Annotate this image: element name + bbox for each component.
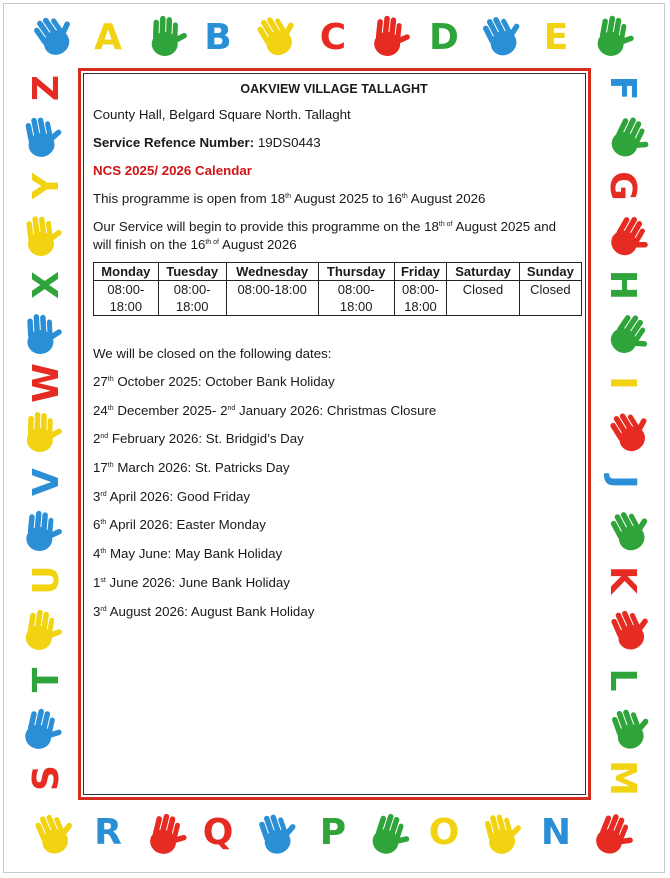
begin-text-sup: th of (438, 221, 453, 228)
border-letter: B (204, 17, 232, 58)
closure-text: January 2026: Christmas Closure (235, 402, 437, 418)
handprint-icon (135, 804, 195, 864)
hours-cell: 08:00- 18:00 (318, 281, 394, 316)
ordinal-suffix: rd (100, 605, 107, 613)
hours-cell: 08:00- 18:00 (394, 281, 447, 316)
hours-cell: Closed (519, 281, 581, 316)
handprint-icon (598, 107, 658, 167)
service-reference-label: Service Refence Number: (93, 135, 255, 150)
ordinal-suffix: nd (100, 433, 109, 441)
closure-text: August 2026: August Bank Holiday (106, 603, 315, 619)
begin-text-part: August 2026 (218, 237, 297, 252)
ordinal-suffix: rd (100, 490, 107, 498)
hours-cell: 08:00- 18:00 (94, 281, 159, 316)
begin-text-part: August 2025 and will finish on the 16 (93, 219, 557, 252)
handprint-icon (10, 206, 70, 266)
address: County Hall, Belgard Square North. Tallaght (93, 107, 351, 122)
handprint-icon (358, 804, 418, 864)
closure-text: December 2025- 2 (113, 402, 228, 418)
closure-text: 4 (93, 546, 101, 562)
border-letter: F (602, 75, 643, 101)
closure-text: October 2025: October Bank Holiday (113, 374, 335, 389)
column-header-sunday: Sunday (519, 263, 581, 281)
ordinal-suffix: th (100, 548, 107, 556)
document-body (83, 73, 586, 795)
closure-text: 17 (93, 460, 108, 476)
service-reference (93, 134, 575, 152)
ordinal-suffix: th (107, 376, 114, 383)
handprint-icon (470, 6, 530, 66)
border-letter: D (429, 17, 459, 58)
border-letter: C (319, 17, 347, 58)
closure-text: 6 (93, 517, 101, 533)
column-header-tuesday: Tuesday (158, 263, 226, 281)
page-title: OAKVIEW VILLAGE TALLAGHT (240, 82, 428, 96)
handprint-icon (598, 206, 658, 266)
border-letter: O (428, 812, 460, 853)
handprint-icon (245, 6, 305, 66)
border-letter: N (540, 812, 572, 853)
handprint-icon (470, 804, 530, 864)
programme-open-text (93, 190, 575, 208)
hours-cell: Closed (447, 281, 520, 316)
table-row (94, 281, 582, 316)
list-item (93, 459, 575, 477)
handprint-icon (10, 107, 70, 167)
list-item (93, 603, 575, 621)
border-letter: G (602, 171, 643, 201)
open-text-sup: th (285, 193, 291, 200)
hours-cell: 08:00-18:00 (226, 281, 318, 316)
closure-text: February 2026: St. Bridgid’s Day (108, 431, 304, 447)
border-letter: Z (26, 74, 67, 102)
closure-text: June 2026: June Bank Holiday (105, 574, 290, 590)
list-item (93, 430, 575, 448)
handprint-icon (598, 501, 658, 561)
calendar-document (78, 68, 591, 800)
open-text-part: August 2025 to 16 (291, 191, 402, 206)
border-letter: E (543, 17, 569, 58)
open-text-part: This programme is open from 18 (93, 191, 286, 206)
border-letter: W (26, 363, 67, 403)
handprint-icon (22, 6, 82, 66)
column-header-wednesday: Wednesday (226, 263, 318, 281)
border-letter: P (319, 812, 347, 853)
table-header-row (94, 263, 582, 281)
column-header-saturday: Saturday (447, 263, 520, 281)
open-text-part: August 2026 (407, 191, 486, 206)
handprint-icon (245, 804, 305, 864)
closure-text: 27 (93, 374, 108, 389)
border-letter: L (602, 668, 643, 692)
column-header-thursday: Thursday (318, 263, 394, 281)
handprint-icon (598, 402, 658, 462)
closure-text: 3 (93, 603, 101, 619)
list-item (93, 402, 575, 420)
list-item (93, 516, 575, 534)
handprint-icon (582, 6, 642, 66)
hours-cell: 08:00- 18:00 (158, 281, 226, 316)
list-item (93, 373, 575, 391)
opening-hours-table (93, 262, 582, 316)
border-letter: R (94, 812, 122, 853)
ordinal-suffix: st (100, 576, 106, 584)
list-item (93, 574, 575, 592)
closure-text: May June: May Bank Holiday (106, 546, 283, 562)
border-letter: S (26, 765, 67, 791)
handprint-icon (10, 304, 70, 364)
border-letter: Q (202, 812, 234, 853)
calendar-heading: NCS 2025/ 2026 Calendar (93, 163, 252, 178)
closure-text: April 2026: Good Friday (106, 488, 251, 504)
handprint-icon (598, 699, 658, 759)
handprint-icon (22, 804, 82, 864)
handprint-icon (10, 699, 70, 759)
ordinal-suffix: nd (227, 404, 236, 412)
closure-text: April 2026: Easter Monday (106, 517, 266, 533)
handprint-icon (10, 600, 70, 660)
ordinal-suffix: th (107, 404, 114, 412)
handprint-icon (10, 402, 70, 462)
border-letter: V (26, 468, 67, 496)
border-letter: I (602, 376, 643, 390)
handprint-icon (135, 6, 195, 66)
programme-begin-text (93, 218, 575, 254)
closure-text: March 2026: St. Patricks Day (113, 460, 290, 476)
handprint-icon (598, 304, 658, 364)
closure-text: 3 (93, 488, 101, 504)
closure-text: 2 (93, 431, 101, 447)
handprint-icon (598, 600, 658, 660)
begin-text-sup: th of (205, 239, 219, 246)
closed-intro: We will be closed on the following dates: (93, 346, 332, 361)
handprint-icon (10, 501, 70, 561)
border-letter: U (26, 565, 67, 595)
begin-text-part: Our Service will begin to provide this programme on the 18 (93, 219, 439, 234)
border-letter: A (94, 17, 122, 58)
service-reference-value: 19DS0443 (257, 135, 321, 150)
border-letter: K (602, 566, 643, 594)
list-item (93, 488, 575, 506)
column-header-friday: Friday (394, 263, 447, 281)
handprint-icon (582, 804, 642, 864)
closure-text: 1 (93, 574, 101, 590)
border-letter: T (26, 667, 67, 693)
column-header-monday: Monday (94, 263, 159, 281)
closure-text: 24 (93, 402, 108, 418)
list-item (93, 545, 575, 563)
border-letter: X (26, 271, 67, 299)
closure-list (93, 373, 575, 621)
border-letter: J (602, 475, 643, 489)
border-letter: Y (26, 172, 67, 200)
border-letter: M (602, 760, 643, 796)
ordinal-suffix: th (107, 462, 114, 470)
open-text-sup: th (401, 193, 408, 200)
ordinal-suffix: th (100, 519, 107, 527)
handprint-icon (358, 6, 418, 66)
border-letter: H (602, 269, 643, 301)
